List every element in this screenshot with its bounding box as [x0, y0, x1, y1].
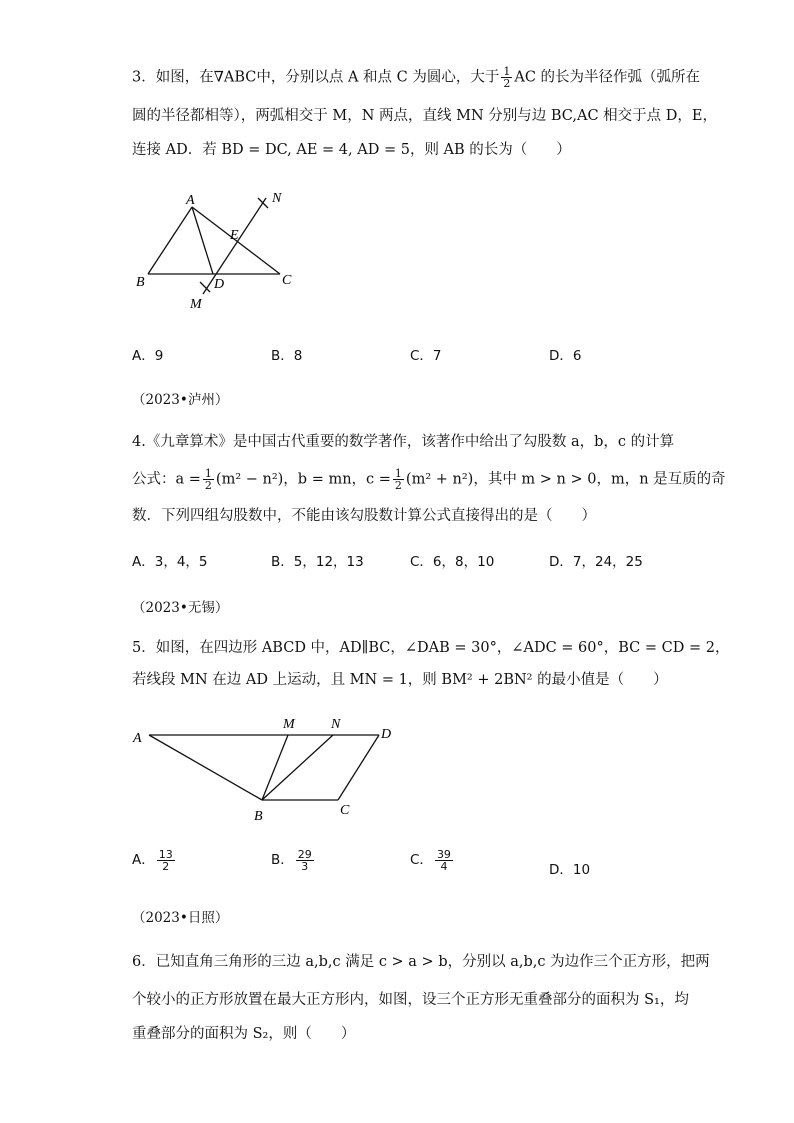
q5-figure — [130, 708, 400, 826]
q6-line1: 6．已知直角三角形的三边 a,b,c 满足 c > a > b，分别以 a,b,c 为边作三个正方形，把两 — [132, 954, 710, 970]
q5-option-a-den: 2 — [162, 859, 170, 873]
q3-line-MN — [203, 198, 266, 294]
q3-line3: 连接 AD．若 BD = DC, AE = 4, AD = 5，则 AB 的长为（ ） — [132, 142, 571, 158]
q3-seg-AD — [192, 207, 213, 274]
q4-line2-c-expr: (m² + n²)，其中 m > n > 0，m，n 是互质的奇 — [405, 471, 726, 488]
q4-frac-c-num: 1 — [394, 467, 402, 480]
q5-seg-BN — [262, 735, 333, 800]
q3-label-A: A — [186, 193, 195, 208]
q6-line3: 重叠部分的面积为 S₂，则（ ） — [132, 1026, 356, 1042]
q5-option-b — [271, 848, 316, 872]
q4-source: （2023•泸州） — [132, 392, 229, 408]
q3-option-d: D．6 — [549, 348, 582, 364]
q5-label-B: B — [254, 809, 263, 824]
q5-label-N: N — [331, 717, 341, 732]
q4-option-c: C．6，8，10 — [410, 554, 495, 570]
q5-option-d-letter: D． — [549, 862, 573, 878]
q5-option-a-frac — [157, 849, 175, 872]
q5-option-a — [132, 848, 177, 872]
q5-label-D: D — [381, 727, 392, 742]
q3-fraction — [501, 66, 512, 89]
q3-seg-AB — [148, 207, 192, 274]
q3-frac-num: 1 — [503, 65, 511, 78]
q3-frac-den: 2 — [503, 77, 511, 90]
q3-arc-N — [258, 198, 268, 208]
q5-seg-AB — [149, 735, 262, 800]
q5-option-a-num: 13 — [158, 847, 173, 861]
q5-option-b-num: 29 — [297, 847, 312, 861]
q3-line1-text: 3．如图，在∇ABC中，分别以点 A 和点 C 为圆心，大于 — [132, 69, 500, 86]
q3-line1-tail: AC 的长为半径作弧（弧所在 — [514, 69, 701, 86]
q5-option-b-letter: B． — [271, 852, 294, 868]
q3-label-E: E — [230, 228, 239, 243]
q3-label-N: N — [272, 191, 282, 206]
q5-option-c-den: 4 — [440, 859, 448, 873]
q3-label-B: B — [136, 275, 145, 290]
q5-option-c-frac — [435, 849, 453, 872]
q3-figure — [130, 182, 300, 312]
q4-option-a: A．3，4，5 — [132, 554, 208, 570]
q3-label-D: D — [214, 277, 225, 292]
q4-line2 — [132, 467, 726, 492]
q3-option-a: A．9 — [132, 348, 164, 364]
q5-seg-CD — [338, 735, 379, 800]
q5-label-A: A — [133, 731, 142, 746]
q5-option-d — [549, 858, 590, 878]
q6-source: （2023•日照） — [132, 910, 229, 926]
q4-frac-a — [203, 468, 214, 491]
q5-label-C: C — [340, 803, 350, 818]
q5-option-c — [410, 848, 455, 872]
q3-label-C: C — [282, 273, 292, 288]
q5-option-b-frac — [296, 849, 314, 872]
q4-frac-c-den: 2 — [394, 479, 402, 492]
q5-line1: 5．如图，在四边形 ABCD 中，AD∥BC，∠DAB = 30°，∠ADC = 60°，BC = CD = 2， — [132, 640, 730, 656]
q5-option-a-letter: A． — [132, 852, 155, 868]
q3-label-M: M — [190, 297, 202, 312]
q3-option-b: B．8 — [271, 348, 303, 364]
q5-option-b-den: 3 — [301, 859, 309, 873]
q4-line2-pre: 公式：a = — [132, 471, 201, 488]
q4-frac-c — [393, 468, 404, 491]
q4-frac-a-num: 1 — [204, 467, 212, 480]
q5-seg-BM — [262, 735, 288, 800]
q5-source: （2023•无锡） — [132, 600, 229, 616]
q6-line2: 个较小的正方形放置在最大正方形内，如图，设三个正方形无重叠部分的面积为 S₁，均 — [132, 992, 689, 1008]
q5-option-c-num: 39 — [436, 847, 451, 861]
q5-label-M: M — [283, 717, 295, 732]
q3-line1 — [132, 65, 701, 90]
q4-option-b: B．5，12，13 — [271, 554, 364, 570]
q4-option-d: D．7，24，25 — [549, 554, 643, 570]
q5-line2: 若线段 MN 在边 AD 上运动，且 MN = 1，则 BM² + 2BN² 的最小值是（ ） — [132, 672, 668, 688]
q3-line2: 圆的半径都相等），两弧相交于 M，N 两点，直线 MN 分别与边 BC,AC 相交于点 D，E， — [132, 108, 717, 124]
q4-line2-a-expr: (m² − n²)，b = mn，c = — [215, 471, 391, 488]
q4-line3: 数．下列四组勾股数中，不能由该勾股数计算公式直接得出的是（ ） — [132, 508, 596, 524]
q4-line1: 4.《九章算术》是中国古代重要的数学著作，该著作中给出了勾股数 a，b，c 的计算 — [132, 434, 675, 450]
q5-option-c-letter: C． — [410, 852, 433, 868]
q3-option-c: C．7 — [410, 348, 442, 364]
q5-option-d-text: 10 — [572, 862, 591, 878]
q4-frac-a-den: 2 — [204, 479, 212, 492]
